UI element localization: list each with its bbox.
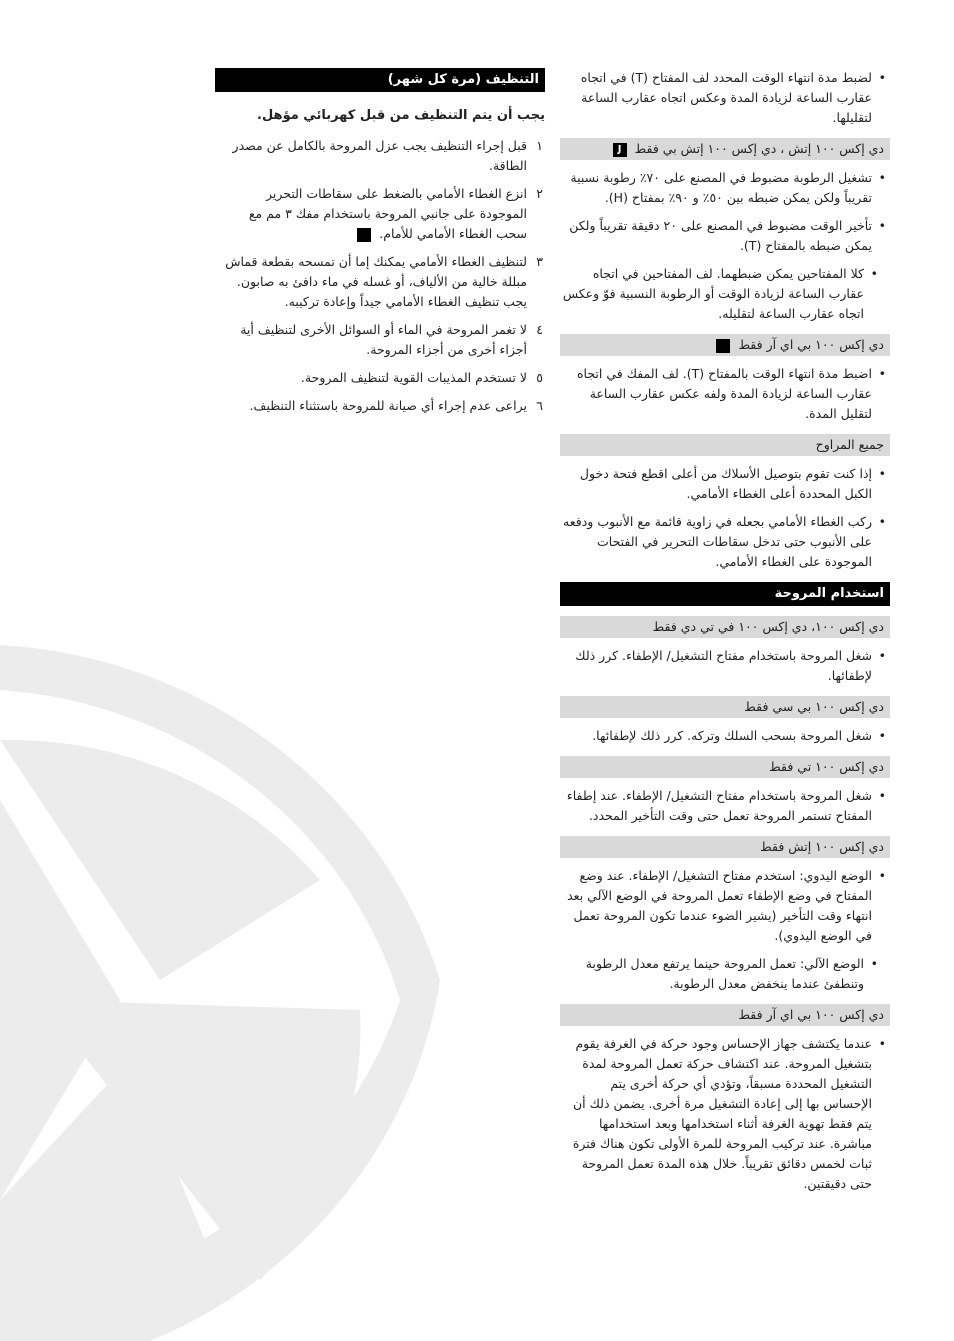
step-number: ٥ (536, 370, 543, 385)
step-marker (357, 228, 371, 242)
top-bullets (560, 68, 890, 128)
section-marker (716, 339, 730, 353)
list-item: • إذا كنت تقوم بتوصيل الأسلاك من أعلى اقطع فتحة دخول الكبل المحددة أعلى الغطاء الأمامي. (560, 464, 890, 504)
cleaning-steps (215, 136, 545, 416)
section-u3-list (560, 786, 890, 826)
cleaning-warning: يجب أن يتم التنظيف من قبل كهربائي مؤهل. (257, 108, 545, 123)
section-header-u1 (560, 616, 890, 638)
list-item: • اضبط مدة انتهاء الوقت بالمفتاح (T). لف المفك في اتجاه عقارب الساعة لزيادة المدة ولفه عكس عقارب الساعة لتقليل المدة. (560, 364, 890, 424)
step-text: لا تستخدم المذيبات القوية لتنظيف المروحة. (300, 370, 527, 385)
section-title: دي إكس ١٠٠ بي سي فقط (744, 699, 884, 714)
step-text: لتنظيف الغطاء الأمامي يمكنك إما أن تمسحه بقطعة قماش مبللة خالية من الألياف، أو غسله في ماء دافئ به صابون. يجب تنظيف الغطاء الأمامي جيداً وإعادة تركيبه. (225, 254, 527, 309)
section-header-dx100h (560, 138, 890, 160)
step-text: قبل إجراء التنظيف يجب عزل المروحة بالكامل عن مصدر الطاقة. (232, 138, 527, 173)
left-column (215, 68, 545, 424)
step-item (215, 320, 545, 360)
step-item (215, 396, 545, 416)
section-all-fans-list (560, 464, 890, 572)
step-text: يراعى عدم إجراء أي صيانة للمروحة باستثناء التنظيف. (249, 398, 527, 413)
list-item: • تأخير الوقت مضبوط في المصنع على ٢٠ دقيقة تقريباً ولكن يمكن ضبطه بالمفتاح (T). (560, 216, 890, 256)
list-item: • شغل المروحة باستخدام مفتاح التشغيل/ الإطفاء. عند إطفاء المفتاح تستمر المروحة تعمل حتى وقت التأخير المحدد. (560, 786, 890, 826)
section-header-u2 (560, 696, 890, 718)
usage-title: استخدام المروحة (560, 582, 890, 606)
list-item: • لضبط مدة انتهاء الوقت المحدد لف المفتاح (T) في اتجاه عقارب الساعة لزيادة المدة وعكس اتجاه عقارب الساعة لتقليلها. (560, 68, 890, 128)
step-text: انزع الغطاء الأمامي بالضغط على سقاطات التحرير الموجودة على جانبي المروحة باستخدام مفك ٣ مم مع سحب الغطاء الأمامي للأمام. (248, 186, 527, 241)
step-number: ٣ (536, 254, 543, 269)
step-number: ٢ (536, 186, 543, 201)
section-u1-list (560, 646, 890, 686)
section-header-dx100pir (560, 334, 890, 356)
list-item: • عندما يكتشف جهاز الإحساس وجود حركة في الغرفة يقوم بتشغيل المروحة. عند اكتشاف حركة تعمل المروحة لمدة التشغيل المحددة مسبقاً، وتؤدي أي حركة أخرى يتم الإحساس بها إلى إعادة التشغيل مرة أخرى. يضمن ذلك أن يتم فقط تهوية الغرفة أثناء استخدامها وبعد استخدامها مباشرة. عند تركيب المروحة للمرة الأولى تكون هناك فترة ثبات لخمس دقائق تقريباً. خلال هذه المدة تعمل المروحة حتى دقيقتين. (560, 1034, 890, 1194)
step-number: ١ (536, 138, 543, 153)
step-number: ٦ (536, 398, 543, 413)
section-header-u3 (560, 756, 890, 778)
step-item (215, 368, 545, 388)
section-u2-list (560, 726, 890, 746)
step-item (215, 252, 545, 312)
section-title: دي إكس ١٠٠ بي اي آر فقط (738, 337, 884, 352)
section-header-u5 (560, 1004, 890, 1026)
cleaning-title: التنظيف (مرة كل شهر) (215, 68, 545, 92)
step-text: لا تغمر المروحة في الماء أو السوائل الأخرى لتنظيف أية أجزاء أخرى من أجزاء المروحة. (240, 322, 527, 357)
list-item: • تشغيل الرطوبة مضبوط في المصنع على ٧٠٪ رطوبة نسبية تقريباً ولكن يمكن ضبطه بين ٥٠٪ و ٩٠٪ بمفتاح (H). (560, 168, 890, 208)
step-item (215, 136, 545, 176)
section-u4-list (560, 866, 890, 994)
list-item: • ركب الغطاء الأمامي بجعله في زاوية قائمة مع الأنبوب ودفعه على الأنبوب حتى تدخل سقاطات التحرير في الفتحات الموجودة على الغطاء الأمامي. (560, 512, 890, 572)
section-title: دي إكس ١٠٠ إتش ، دي إكس ١٠٠ إتش بي فقط (634, 141, 884, 156)
step-item (215, 184, 545, 244)
list-item: • شغل المروحة بسحب السلك وتركه. كرر ذلك لإطفائها. (560, 726, 890, 746)
section-u5-list (560, 1034, 890, 1194)
list-item: • شغل المروحة باستخدام مفتاح التشغيل/ الإطفاء. كرر ذلك لإطفائها. (560, 646, 890, 686)
section-title: دي إكس ١٠٠ إتش فقط (760, 839, 884, 854)
section-title: جميع المراوح (815, 437, 884, 452)
section-header-u4 (560, 836, 890, 858)
section-marker: J (613, 143, 627, 157)
section-title: دي إكس ١٠٠ تي فقط (769, 759, 884, 774)
list-item: • كلا المفتاحين يمكن ضبطهما. لف المفتاحين في اتجاه عقارب الساعة لزيادة الوقت أو الرطوبة النسبية فوّ وعكس اتجاه عقارب الساعة لتقليله. (560, 264, 882, 324)
section-dx100pir-list (560, 364, 890, 424)
list-item: • الوضع اليدوي: استخدم مفتاح التشغيل/ الإطفاء. عند وضع المفتاح في وضع الإطفاء تعمل المروحة في الوضع الآلي بعد انتهاء وقت التأخير (يشير الضوء عندما تكون المروحة تعمل في الوضع اليدوي). (560, 866, 890, 946)
step-number: ٤ (536, 322, 543, 337)
section-title: دي إكس ١٠٠، دي إكس ١٠٠ في تي دي فقط (652, 619, 884, 634)
section-dx100h-list (560, 168, 890, 324)
section-header-all-fans (560, 434, 890, 456)
section-title: دي إكس ١٠٠ بي اي آر فقط (738, 1007, 884, 1022)
right-column (560, 68, 890, 1202)
list-item: • الوضع الآلي: تعمل المروحة حينما يرتفع معدل الرطوبة وتنطفئ عندما ينخفض معدل الرطوبة. (560, 954, 882, 994)
